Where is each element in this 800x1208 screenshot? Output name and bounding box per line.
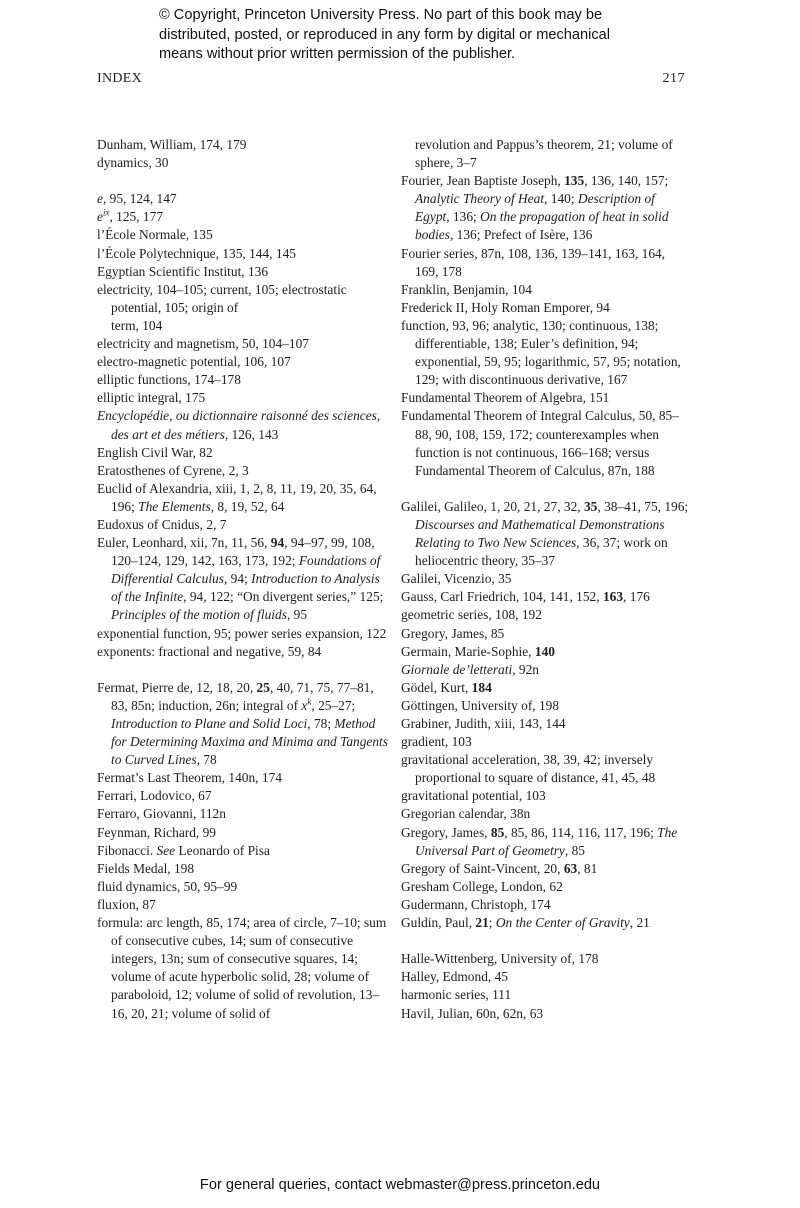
index-entry bbox=[97, 263, 392, 281]
entry-text: , 85 bbox=[564, 842, 585, 858]
italic-text: On the Center of Gravity bbox=[495, 915, 630, 931]
entry-text: , 78; bbox=[307, 716, 335, 731]
index-entry bbox=[97, 805, 392, 823]
entry-text: term, 104 bbox=[111, 317, 163, 333]
bold-page-ref: 63 bbox=[563, 860, 578, 876]
index-entry bbox=[401, 281, 691, 299]
entry-text: , 95 bbox=[286, 607, 308, 623]
index-entry bbox=[401, 679, 691, 697]
index-entry bbox=[401, 896, 691, 914]
letter-group-gap bbox=[401, 480, 691, 498]
bold-page-ref: 35 bbox=[583, 498, 598, 514]
entry-text: fluxion, 87 bbox=[97, 896, 156, 912]
entry-text: Egyptian Scientific Institut, 136 bbox=[97, 263, 269, 279]
entry-text: revolution and Pappus’s theorem, 21; volume of sphere, 3–7 bbox=[415, 137, 673, 171]
index-entry bbox=[401, 643, 691, 661]
index-entry bbox=[401, 914, 691, 932]
index-entry bbox=[97, 226, 392, 244]
entry-text: Euclid of Alexandria, xiii, 1, 2, 8, 11, 19, 20, 35, 64, 196; bbox=[97, 480, 377, 514]
index-entry bbox=[401, 1005, 691, 1023]
entry-text: , 8, 19, 52, 64 bbox=[210, 498, 285, 514]
index-entry bbox=[401, 733, 691, 751]
index-entry bbox=[97, 516, 392, 534]
entry-text: Fourier series, 87n, 108, 136, 139–141, 163, 164, 169, 178 bbox=[401, 245, 666, 279]
bold-page-ref: 21 bbox=[475, 915, 489, 931]
index-entry bbox=[97, 625, 392, 643]
entry-text: Galilei, Galileo, 1, 20, 21, 27, 32, bbox=[401, 498, 584, 514]
index-entry bbox=[401, 715, 691, 733]
copyright-notice: © Copyright, Princeton University Press. No part of this book may be distributed, posted, or reproduced in any form by digital or mechanical means without prior written permission of the publisher. bbox=[159, 7, 611, 62]
index-entry bbox=[97, 842, 392, 860]
index-column-left bbox=[97, 136, 392, 1023]
entry-text: l’École Normale, 135 bbox=[97, 227, 213, 243]
index-entry bbox=[401, 498, 691, 570]
entry-text: geometric series, 108, 192 bbox=[401, 607, 542, 623]
entry-text: Gregory, James, bbox=[401, 824, 491, 840]
entry-text: elliptic functions, 174–178 bbox=[97, 372, 241, 388]
index-entry bbox=[401, 751, 691, 787]
index-entry bbox=[97, 824, 392, 842]
entry-text: dynamics, 30 bbox=[97, 155, 169, 171]
entry-text: ; bbox=[488, 915, 496, 931]
index-entry bbox=[97, 136, 392, 154]
index-entry bbox=[401, 878, 691, 896]
entry-text: , 136, 140, 157; bbox=[584, 173, 669, 189]
index-entry bbox=[401, 805, 691, 823]
entry-text: Germain, Marie-Sophie, bbox=[401, 643, 535, 659]
index-entry bbox=[97, 480, 392, 516]
footer-contact: For general queries, contact webmaster@press.princeton.edu bbox=[199, 1177, 601, 1193]
index-entry bbox=[401, 824, 691, 860]
entry-text: Franklin, Benjamin, 104 bbox=[401, 281, 532, 297]
index-entry bbox=[401, 172, 691, 244]
index-entry bbox=[401, 245, 691, 281]
index-entry bbox=[401, 299, 691, 317]
index-entry bbox=[401, 968, 691, 986]
index-entry bbox=[97, 896, 392, 914]
bold-page-ref: 140 bbox=[534, 643, 555, 659]
entry-text: Guldin, Paul, bbox=[401, 915, 476, 931]
entry-text: , 36, 37; work on heliocentric theory, 35–37 bbox=[415, 535, 668, 569]
index-entry bbox=[97, 860, 392, 878]
entry-text: Gödel, Kurt, bbox=[401, 679, 472, 695]
index-entry bbox=[401, 625, 691, 643]
index-column-right bbox=[401, 136, 691, 1023]
entry-text: Gresham College, London, 62 bbox=[401, 878, 563, 894]
italic-text: Foundations of Differential Calculus bbox=[111, 553, 381, 587]
entry-text: gravitational acceleration, 38, 39, 42; inversely proportional to square of distance, 41, 45, 48 bbox=[401, 752, 656, 786]
index-entry bbox=[97, 679, 392, 769]
entry-text: Ferrari, Lodovico, 67 bbox=[97, 788, 212, 804]
entry-text: Gudermann, Christoph, 174 bbox=[401, 896, 551, 912]
italic-text: Discourses and Mathematical Demonstrations Relating to Two New Sciences bbox=[415, 516, 665, 551]
italic-text: e bbox=[97, 191, 103, 207]
entry-text: , 40, 71, 75, 77–81, 83, 85n; induction, 26n; integral of bbox=[111, 679, 374, 713]
entry-text: Halle-Wittenberg, University of, 178 bbox=[401, 951, 599, 967]
index-entry bbox=[97, 389, 392, 407]
letter-group-gap bbox=[97, 172, 392, 190]
entry-text: elliptic integral, 175 bbox=[97, 390, 206, 406]
entry-text: , 176 bbox=[623, 589, 650, 605]
entry-text: Eratosthenes of Cyrene, 2, 3 bbox=[97, 462, 249, 478]
index-entry bbox=[97, 914, 392, 1023]
entry-text: , 136; bbox=[446, 209, 481, 225]
index-entry bbox=[97, 444, 392, 462]
italic-text: Description of Egypt bbox=[415, 191, 655, 225]
entry-text: , 81 bbox=[577, 860, 598, 876]
index-entry bbox=[401, 588, 691, 606]
entry-text: Fields Medal, 198 bbox=[97, 860, 195, 876]
entry-text: Fibonacci. bbox=[97, 842, 157, 858]
index-entry bbox=[97, 281, 392, 317]
index-entry bbox=[401, 317, 691, 389]
index-entry-continuation bbox=[97, 317, 392, 335]
entry-text: English Civil War, 82 bbox=[97, 444, 213, 460]
entry-text: Galilei, Vicenzio, 35 bbox=[401, 571, 512, 587]
index-entry bbox=[97, 534, 392, 624]
entry-text: , 126, 143 bbox=[224, 426, 279, 442]
entry-text: Fermat, Pierre de, 12, 18, 20, bbox=[97, 679, 257, 695]
index-entry bbox=[97, 643, 392, 661]
entry-text: Göttingen, University of, 198 bbox=[401, 697, 560, 713]
entry-text: Grabiner, Judith, xiii, 143, 144 bbox=[401, 716, 566, 731]
running-title: INDEX bbox=[97, 71, 143, 86]
entry-text: harmonic series, 111 bbox=[401, 987, 512, 1003]
entry-text: Dunham, William, 174, 179 bbox=[97, 137, 247, 152]
entry-text: , 125, 177 bbox=[109, 209, 164, 225]
italic-text: Principles of the motion of fluids bbox=[111, 607, 287, 623]
entry-text: , 136; Prefect of Isère, 136 bbox=[449, 227, 593, 243]
entry-text: Havil, Julian, 60n, 62n, 63 bbox=[401, 1005, 544, 1021]
index-entry bbox=[97, 208, 392, 226]
superscript: k bbox=[307, 696, 312, 707]
entry-text: Feynman, Richard, 99 bbox=[97, 824, 217, 840]
italic-text: Analytic Theory of Heat bbox=[415, 191, 545, 207]
entry-text: fluid dynamics, 50, 95–99 bbox=[97, 878, 238, 894]
entry-text: exponents: fractional and negative, 59, 84 bbox=[97, 643, 322, 659]
entry-text: , 94–97, 99, 108, 120–124, 129, 142, 163, 173, 192; bbox=[111, 535, 375, 569]
index-entry bbox=[97, 245, 392, 263]
italic-text: e bbox=[97, 209, 103, 225]
index-entry bbox=[97, 462, 392, 480]
entry-text: gradient, 103 bbox=[401, 734, 472, 750]
entry-text: formula: arc length, 85, 174; area of circle, 7–10; sum of consecutive cubes, 14; sum of consecutive integers, 13n; sum of consecutive squares, 14; volume of acute hyperbolic solid, 28; volume of paraboloid, 12; volume of solid of revolution, 13–16, 20, 21; volume of solid of bbox=[97, 915, 387, 1021]
entry-text: , 25–27; bbox=[311, 697, 356, 713]
index-entry bbox=[97, 154, 392, 172]
index-entry bbox=[97, 769, 392, 787]
entry-text: Fermat’s Last Theorem, 140n, 174 bbox=[97, 770, 282, 786]
index-entry bbox=[401, 787, 691, 805]
index-entry bbox=[97, 407, 392, 443]
entry-text: l’École Polytechnique, 135, 144, 145 bbox=[97, 245, 296, 261]
italic-text: Method for Determining Maxima and Minima and Tangents to Curved Lines bbox=[111, 716, 388, 768]
superscript: ix bbox=[102, 207, 110, 218]
index-entry bbox=[97, 190, 392, 208]
italic-text: Encyclopédie, ou dictionnaire raisonné des sciences, des art et des métiers bbox=[97, 408, 381, 442]
index-entry bbox=[401, 697, 691, 715]
entry-text: Gregory, James, 85 bbox=[401, 625, 505, 641]
entry-text: Euler, Leonhard, xii, 7n, 11, 56, bbox=[97, 535, 271, 551]
entry-text: , 94; bbox=[223, 571, 252, 587]
entry-text: Frederick II, Holy Roman Emporer, 94 bbox=[401, 299, 610, 315]
index-entry bbox=[97, 353, 392, 371]
bold-page-ref: 135 bbox=[564, 173, 585, 189]
bold-page-ref: 184 bbox=[471, 679, 492, 695]
bold-page-ref: 163 bbox=[602, 589, 624, 605]
italic-text: The Universal Part of Geometry bbox=[415, 824, 678, 858]
entry-text: electricity, 104–105; current, 105; electrostatic potential, 105; origin of bbox=[97, 281, 347, 315]
italic-text: See bbox=[156, 842, 176, 858]
index-entry bbox=[97, 787, 392, 805]
entry-text: exponential function, 95; power series expansion, 122 bbox=[97, 625, 387, 641]
index-entry bbox=[401, 606, 691, 624]
index-entry bbox=[401, 950, 691, 968]
entry-text: Fundamental Theorem of Integral Calculus, 50, 85–88, 90, 108, 159, 172; counterexamples when function is not continuous, 166–168; versus Fundamental Theorem of Calculus, 87n, 188 bbox=[401, 408, 679, 478]
entry-text: Halley, Edmond, 45 bbox=[401, 969, 508, 985]
index-entry bbox=[401, 860, 691, 878]
entry-text: Fourier, Jean Baptiste Joseph, bbox=[401, 173, 565, 189]
italic-text: Introduction to Plane and Solid Loci bbox=[111, 716, 308, 731]
entry-text: Gregorian calendar, 38n bbox=[401, 806, 531, 822]
italic-text: x bbox=[301, 697, 308, 713]
italic-text: The Elements bbox=[138, 498, 211, 514]
index-entry bbox=[97, 878, 392, 896]
index-entry-continuation bbox=[401, 136, 691, 172]
entry-text: , 85, 86, 114, 116, 117, 196; bbox=[504, 824, 658, 840]
page-number: 217 bbox=[662, 71, 685, 86]
entry-text: , 140; bbox=[544, 191, 578, 207]
entry-text: Fundamental Theorem of Algebra, 151 bbox=[401, 390, 610, 406]
index-entry bbox=[97, 335, 392, 353]
entry-text: electro-magnetic potential, 106, 107 bbox=[97, 354, 291, 370]
italic-text: Introduction to Analysis of the Infinite bbox=[111, 571, 380, 605]
bold-page-ref: 25 bbox=[256, 679, 270, 695]
entry-text: function, 93, 96; analytic, 130; continuous, 138; differentiable, 138; Euler’s definition, 94; exponential, 59, 95; logarithmic, 57, 95; notation, 129; with discontinuous derivative, 167 bbox=[401, 317, 681, 388]
italic-text: Giornale de’letterati bbox=[401, 661, 513, 677]
index-entry bbox=[401, 389, 691, 407]
index-entry bbox=[401, 661, 691, 679]
letter-group-gap bbox=[401, 932, 691, 950]
index-entry bbox=[97, 371, 392, 389]
bold-page-ref: 85 bbox=[490, 824, 505, 840]
entry-text: electricity and magnetism, 50, 104–107 bbox=[97, 336, 309, 352]
entry-text: , 21 bbox=[629, 915, 650, 931]
letter-group-gap bbox=[97, 661, 392, 679]
entry-text: Leonardo of Pisa bbox=[175, 842, 270, 858]
entry-text: gravitational potential, 103 bbox=[401, 788, 546, 804]
index-entry bbox=[401, 986, 691, 1004]
entry-text: Gregory of Saint-Vincent, 20, bbox=[401, 860, 564, 876]
entry-text: , 38–41, 75, 196; bbox=[597, 498, 689, 514]
entry-text: , 95, 124, 147 bbox=[102, 191, 177, 207]
entry-text: Eudoxus of Cnidus, 2, 7 bbox=[97, 516, 227, 532]
entry-text: , 92n bbox=[512, 661, 539, 677]
bold-page-ref: 94 bbox=[270, 535, 285, 551]
entry-text: Ferraro, Giovanni, 112n bbox=[97, 806, 226, 822]
index-entry bbox=[401, 570, 691, 588]
italic-text: On the propagation of heat in solid bodies bbox=[415, 209, 669, 243]
entry-text: , 78 bbox=[196, 752, 217, 768]
index-entry bbox=[401, 407, 691, 479]
entry-text: , 94, 122; “On divergent series,” 125; bbox=[183, 589, 384, 605]
entry-text: Gauss, Carl Friedrich, 104, 141, 152, bbox=[401, 589, 603, 605]
